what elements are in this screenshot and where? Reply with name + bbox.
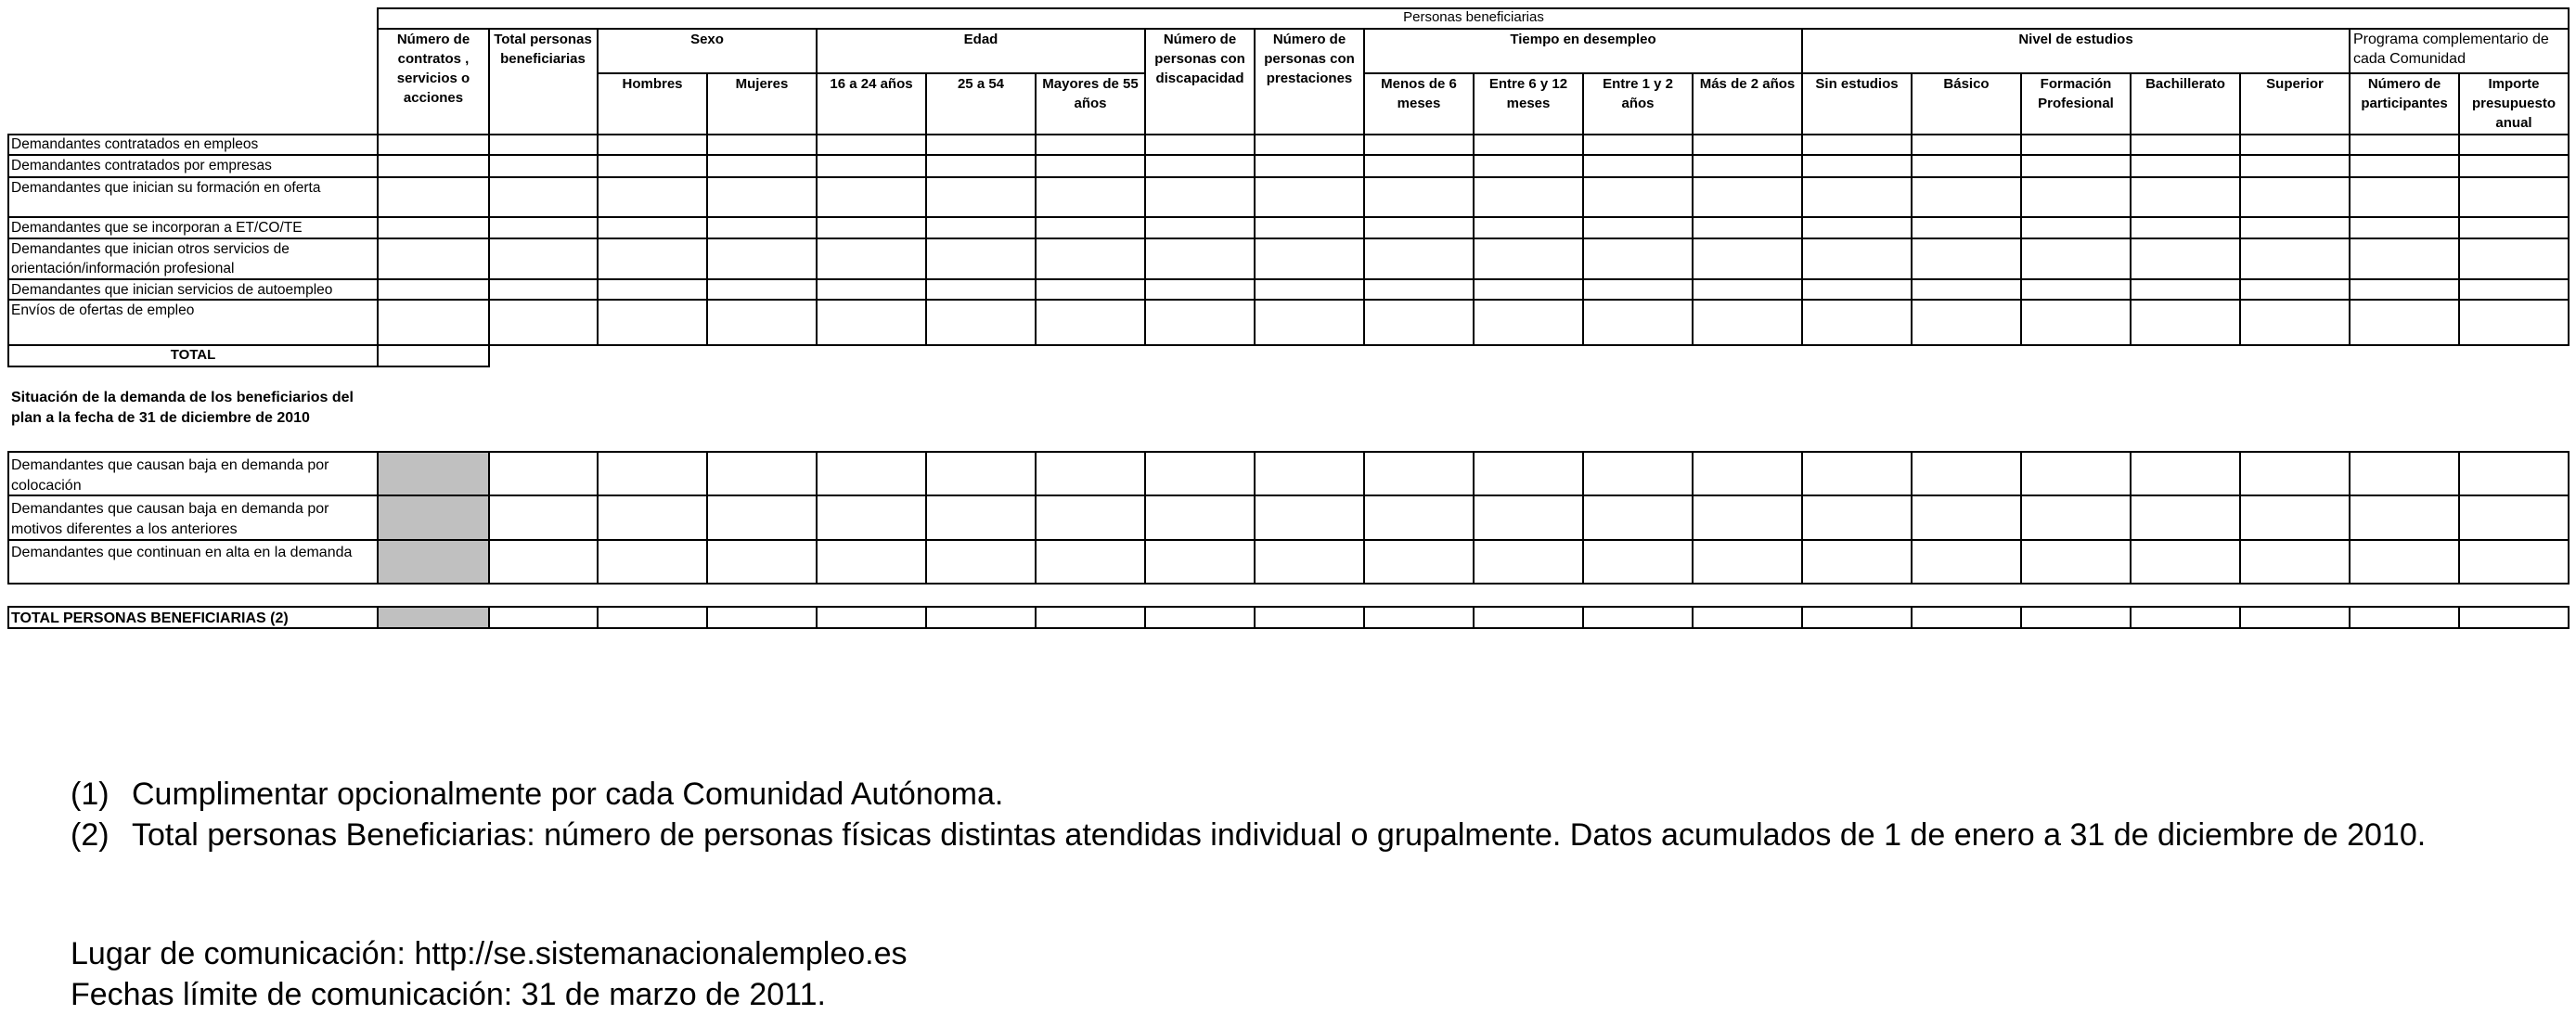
grid-line (1144, 451, 1146, 585)
footnote-text: Cumplimentar opcionalmente por cada Comunidad Autónoma. (132, 777, 1004, 812)
header-sexo: Sexo (690, 32, 724, 47)
grid-line (7, 451, 2568, 453)
grid-line (7, 216, 2568, 218)
grid-line (1473, 451, 1475, 585)
grid-line (1801, 451, 1803, 585)
situacion-row-label: Demandantes que causan baja en demanda por colocación (11, 457, 329, 494)
situacion-title: Situación de la demanda de los beneficiarios del plan a la fecha de 31 de diciembre de 2010 (11, 390, 354, 426)
header-tiempo-6-12: Entre 6 y 12 meses (1488, 76, 1568, 111)
row-label: Demandantes que inician su formación en oferta (11, 180, 321, 196)
grid-line (925, 606, 927, 629)
header-tiempo-1-2: Entre 1 y 2 años (1603, 76, 1673, 111)
grid-line (7, 606, 9, 629)
grid-line (7, 583, 2568, 585)
grid-line (7, 134, 2568, 135)
situacion-row-label: Demandantes que causan baja en demanda por motivos diferentes a los anteriores (11, 501, 329, 537)
grid-line (2020, 606, 2022, 629)
row-label: Demandantes contratados en empleos (11, 136, 259, 152)
grid-line (7, 366, 488, 367)
row-label: Demandantes que inician otros servicios de orientación/información profesional (11, 241, 290, 276)
grid-line (7, 278, 2568, 280)
grid-line (597, 451, 599, 585)
header-estudios-bachillerato: Bachillerato (2145, 76, 2225, 92)
header-tiempo-menos-6: Menos de 6 meses (1381, 76, 1457, 111)
grid-line (1035, 451, 1037, 585)
grid-line (1801, 606, 1803, 629)
header-estudios-superior: Superior (2266, 76, 2324, 92)
grid-line (706, 72, 708, 346)
footnote-number: (2) (71, 817, 109, 853)
grid-line (1254, 606, 1256, 629)
grid-line (2020, 451, 2022, 585)
grid-line (1035, 606, 1037, 629)
header-col-discapacidad: Número de personas con discapacidad (1154, 32, 1245, 86)
header-tiempo-mas-2: Más de 2 años (1699, 76, 1796, 92)
grid-line (2130, 451, 2132, 585)
grid-line (2349, 451, 2351, 585)
header-mujeres: Mujeres (735, 76, 789, 92)
grid-line (2568, 451, 2570, 585)
grid-line (2020, 72, 2022, 346)
row-label: Demandantes contratados por empresas (11, 158, 272, 173)
grid-line (1911, 451, 1913, 585)
grid-line (2458, 451, 2460, 585)
grid-line (2458, 606, 2460, 629)
lugar-comunicacion: Lugar de comunicación: http://se.sistemanacionalempleo.es (71, 936, 908, 971)
grid-line (2568, 606, 2570, 629)
grid-line (7, 176, 2568, 178)
situacion-row-label: Demandantes que continuan en alta en la demanda (11, 545, 353, 560)
header-col-prestaciones: Número de personas con prestaciones (1264, 32, 1355, 86)
grid-line (925, 451, 927, 585)
grid-line (1363, 451, 1365, 585)
grid-line (7, 495, 2568, 496)
grid-line (377, 606, 379, 629)
footnote-text: Total personas Beneficiarias: número de personas físicas distintas atendidas individual o grupalmente. Datos acumulados de 1 de enero a 31 de diciembre de 2010. (132, 817, 2427, 853)
row-label: Envíos de ofertas de empleo (11, 302, 195, 318)
header-estudios: Nivel de estudios (2018, 32, 2133, 47)
grid-line (7, 539, 2568, 541)
header-col-contratos: Número de contratos , servicios o acciones (396, 32, 470, 106)
grid-line (7, 134, 9, 367)
shaded-cell (379, 608, 488, 628)
grid-line (7, 451, 9, 585)
grid-line (1692, 451, 1694, 585)
grid-line (925, 72, 927, 346)
grid-line (488, 28, 490, 367)
header-edad-16-24: 16 a 24 años (830, 76, 913, 92)
grid-line (1692, 72, 1694, 346)
grid-line (1911, 72, 1913, 346)
situacion-total-label: TOTAL PERSONAS BENEFICIARIAS (2) (11, 610, 289, 626)
fechas-limite: Fechas límite de comunicación: 31 de marzo de 2011. (71, 977, 826, 1012)
grid-line (1582, 72, 1584, 346)
grid-line (7, 627, 2568, 629)
row-label: Demandantes que inician servicios de autoempleo (11, 282, 333, 298)
header-programa-participantes: Número de participantes (2361, 76, 2448, 111)
header-col-total: Total personas beneficiarias (494, 32, 592, 67)
grid-line (1582, 451, 1584, 585)
header-estudios-sin: Sin estudios (1815, 76, 1899, 92)
header-programa-importe: Importe presupuesto anual (2471, 76, 2556, 131)
grid-line (2130, 72, 2132, 346)
grid-line (7, 238, 2568, 239)
grid-line (816, 451, 818, 585)
grid-line (1363, 606, 1365, 629)
grid-line (816, 606, 818, 629)
total-label: TOTAL (170, 347, 216, 363)
grid-line (2349, 606, 2351, 629)
grid-line (1473, 72, 1475, 346)
grid-line (706, 606, 708, 629)
grid-line (1254, 451, 1256, 585)
grid-line (488, 606, 490, 629)
row-label: Demandantes que se incorporan a ET/CO/TE (11, 220, 303, 236)
grid-line (1035, 72, 1037, 346)
grid-line (7, 154, 2568, 156)
header-edad-55: Mayores de 55 años (1042, 76, 1139, 111)
grid-line (1144, 606, 1146, 629)
grid-line (597, 606, 599, 629)
grid-line (2239, 72, 2241, 346)
header-estudios-fp: Formación Profesional (2038, 76, 2114, 111)
grid-line (1692, 606, 1694, 629)
header-edad: Edad (963, 32, 998, 47)
grid-line (706, 451, 708, 585)
header-tiempo: Tiempo en desempleo (1510, 32, 1656, 47)
grid-line (2458, 72, 2460, 346)
grid-line (7, 344, 2568, 346)
grid-line (1473, 606, 1475, 629)
header-estudios-basico: Básico (1943, 76, 1990, 92)
grid-line (2239, 451, 2241, 585)
grid-line (1582, 606, 1584, 629)
header-edad-25-54: 25 a 54 (957, 76, 1005, 92)
grid-line (488, 451, 490, 585)
footnote-number: (1) (71, 777, 109, 812)
grid-line (2130, 606, 2132, 629)
grid-line (2239, 606, 2241, 629)
shaded-cell (379, 453, 488, 583)
header-group-title: Personas beneficiarias (1403, 9, 1544, 25)
grid-line (7, 299, 2568, 301)
grid-line (1911, 606, 1913, 629)
grid-line (7, 606, 2568, 608)
header-programa: Programa complementario de cada Comunidad (2353, 32, 2549, 67)
grid-line (377, 7, 379, 367)
header-hombres: Hombres (622, 76, 683, 92)
